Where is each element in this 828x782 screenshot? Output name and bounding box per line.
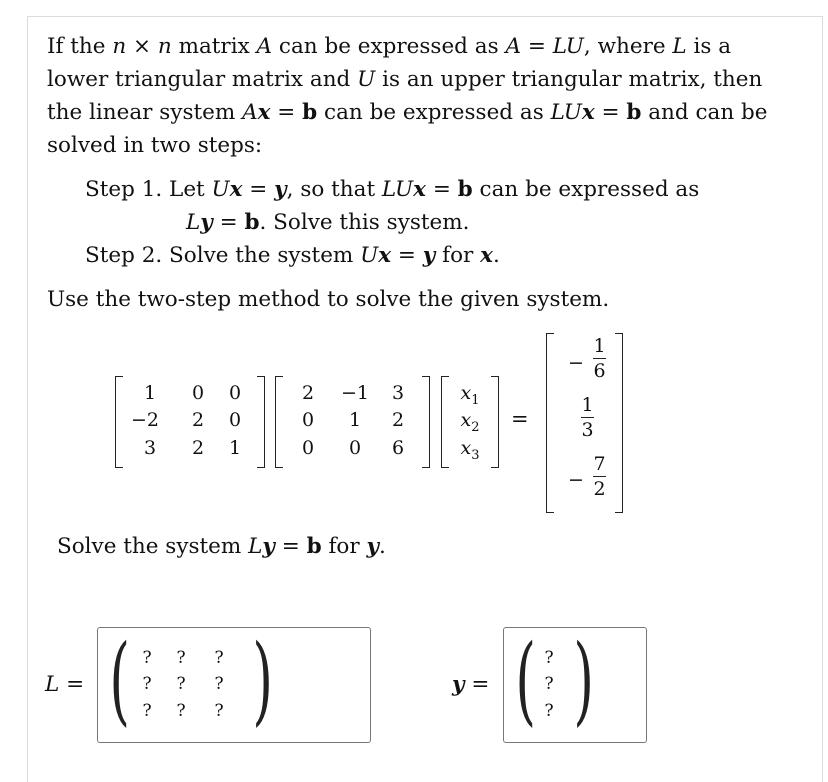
step2-line: Step 2. Solve the system Ux = y for x. [85,243,500,268]
left-bracket [275,376,283,468]
matrix-cell: −2 [130,409,159,431]
matrix-cell: 1 [348,409,362,431]
y-entry-input[interactable]: ? [544,701,554,721]
solve-prompt: Solve the system Ly = b for y. [57,534,386,559]
matrix-cell: 0 [348,437,362,459]
left-paren: ( [109,624,131,736]
matrix-cell: 2 [391,409,405,431]
matrix-cell: 1 [228,437,242,459]
b1-fraction: 1 6 [593,335,606,383]
answer-L-matrix-box[interactable] [97,624,371,743]
system-L-matrix [115,376,265,468]
matrix-cell: 0 [228,409,242,431]
right-bracket [491,376,499,468]
vector-cell: $x_3$ [460,437,480,463]
system-equals: = [511,407,529,431]
answer-y-label: y = [452,672,490,697]
right-bracket [422,376,430,468]
L-entry-input[interactable]: ? [176,648,186,668]
matrix-cell: 2 [191,437,205,459]
left-bracket [441,376,449,468]
matrix-cell: 3 [143,437,157,459]
matrix-cell: 1 [143,382,157,404]
matrix-cell: 6 [391,437,405,459]
left-bracket [115,376,123,468]
L-entry-input[interactable]: ? [176,674,186,694]
left-bracket [546,333,554,513]
y-entry-input[interactable]: ? [544,674,554,694]
left-paren: ( [515,624,537,736]
matrix-cell: 2 [301,382,315,404]
matrix-cell: 0 [191,382,205,404]
matrix-cell: 0 [301,409,315,431]
matrix-cell: −1 [340,382,369,404]
step1-line1: Step 1. Let Ux = y, so that LUx = b can be expressed as [85,177,700,202]
L-entry-input[interactable]: ? [214,674,224,694]
b1-sign: − [568,352,584,374]
right-bracket [615,333,623,513]
step1-line2: Ly = b. Solve this system. [186,210,470,235]
right-bracket [257,376,265,468]
system-b-vector [546,333,623,513]
vector-cell: $x_1$ [460,382,480,408]
vector-cell: $x_2$ [460,409,480,435]
answer-L-label: L = [45,672,85,697]
L-entry-input[interactable]: ? [214,648,224,668]
L-entry-input[interactable]: ? [142,701,152,721]
b3-fraction: 7 2 [593,453,606,501]
matrix-cell: 0 [301,437,315,459]
L-entry-input[interactable]: ? [142,648,152,668]
intro-paragraph: If the n × n matrix A can be expressed as A = LU, where L is a lower triangular matrix and U is an upper triangular matrix, then the linear system Ax = b can be expressed as LUx = b and can be solved in two steps: [47,34,768,158]
instruction-text: Use the two-step method to solve the given system. [47,287,610,312]
system-U-matrix [275,376,430,468]
L-entry-input[interactable]: ? [142,674,152,694]
L-entry-input[interactable]: ? [176,701,186,721]
b3-sign: − [568,469,584,491]
answer-y-vector-box[interactable] [503,624,647,743]
system-x-vector [441,376,499,468]
matrix-cell: 3 [391,382,405,404]
right-paren: ) [252,624,274,736]
L-entry-input[interactable]: ? [214,701,224,721]
b2-fraction: 1 3 [581,394,594,442]
matrix-cell: 0 [228,382,242,404]
y-entry-input[interactable]: ? [544,648,554,668]
right-paren: ) [573,624,595,736]
matrix-cell: 2 [191,409,205,431]
